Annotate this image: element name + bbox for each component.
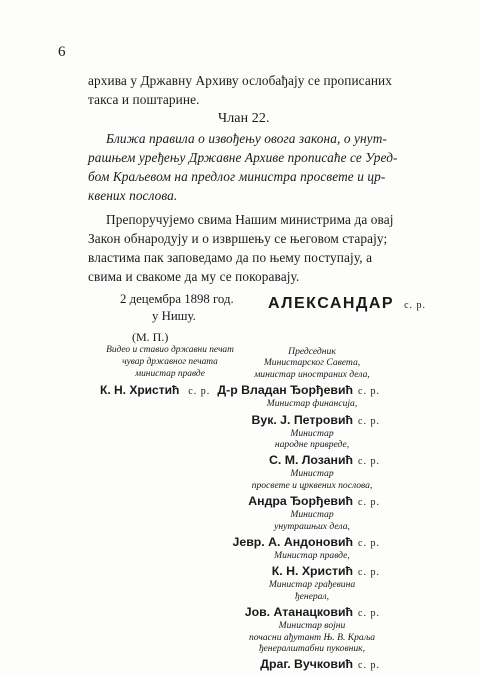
seal-signature [100, 381, 210, 399]
signatory-name: Јов. Атанацковић [244, 605, 354, 620]
signatory-title-line: Министар [290, 468, 334, 480]
signatory-title-line: почасни ађутант Њ. В. Краља [248, 631, 376, 643]
date-line: 2 децембра 1898 год. [120, 292, 234, 306]
paragraph-2-line-3: бом Краљевом на предлог министра просвете и цр- [88, 169, 386, 184]
king-suffix: с. р. [404, 300, 427, 311]
signatory-suffix: с. р. [358, 456, 380, 468]
king-signature [268, 295, 426, 313]
signatory-name: С. М. Лозанић [268, 453, 354, 468]
seal-line-1: Видео и ставио државни печат [106, 345, 234, 355]
signatory-title-line: Председник [288, 346, 336, 357]
place-line: у Нишу. [152, 309, 196, 323]
paragraph-2-line-1: Ближа правила о извођењу овога закона, о унут- [106, 131, 387, 146]
signatory-signature [200, 655, 380, 673]
signatory-name: Драг. Вучковић [260, 657, 354, 672]
signatory-suffix: с. р. [358, 608, 380, 620]
seal-line-3: министар правде [135, 369, 205, 379]
signatory-name: Вук. Ј. Петровић [251, 412, 354, 427]
signatory-signature [200, 451, 380, 469]
signatory-suffix: с. р. [358, 567, 380, 579]
signatory-name: К. Н. Христић [271, 564, 354, 579]
paragraph-3-line-2: Закон обнародују и о извршењу се његовом старају; [88, 231, 388, 246]
signatory-name: Јевр. А. Андоновић [232, 535, 354, 549]
paragraph-2-line-2: рашњем уређењу Државне Архиве прописаће се Уред- [88, 150, 398, 165]
signatory-signature [200, 603, 380, 621]
signatory-title-line: ђенералштабни пуковник, [258, 643, 366, 654]
signatory-suffix: с. р. [358, 497, 380, 509]
paragraph-3-line-1: Препоручујемо свима Нашим министрима да овај [106, 212, 394, 227]
page-number: 6 [58, 44, 66, 60]
signatory-title-line: Министар [290, 509, 334, 521]
signatory-suffix: с. р. [358, 415, 380, 427]
signatory-title-line: министар иностраних дела, [254, 368, 370, 380]
paragraph-2-line-4: квених послова. [88, 188, 178, 203]
paragraph-3-line-3: властима пак заповедамо да по њему поступају, а [88, 250, 373, 265]
signatory-suffix: с. р. [358, 386, 380, 398]
paragraph-3-line-4: свима и свакоме да му се покоравају. [88, 269, 300, 284]
paragraph-1-line-2: такса и поштарине. [88, 92, 200, 107]
signatory-title-line: ђенерал, [294, 590, 330, 602]
signatory-suffix: с. р. [358, 660, 380, 672]
signatory-signature [200, 533, 380, 551]
signatory-title-line: Министарског Савета, [263, 357, 361, 369]
signatory-signature [200, 562, 380, 580]
seal-suffix: с. р. [188, 386, 211, 397]
seal-name: К. Н. Христић [100, 383, 180, 397]
paragraph-1-line-1: архива у Државну Архиву ослобађају се прописаних [88, 73, 393, 88]
seal-mark: (М. П.) [132, 330, 169, 344]
signatory-suffix: с. р. [358, 538, 380, 549]
signatory-title-line: народне привреде, [274, 439, 350, 450]
signatory-title-line: Министар финансија, [266, 398, 358, 410]
signatory-title-line: Министар војни [278, 620, 346, 632]
signatory-title-line: унутрашњих дела, [274, 520, 350, 532]
signatory-title-line: Министар [290, 427, 334, 439]
signatory-signature [200, 411, 380, 429]
signatory-title-line: Министар правде, [274, 550, 350, 561]
seal-line-2: чувар државног печата [122, 357, 218, 367]
signatory-title-line: Министар грађевина [268, 579, 356, 591]
signatory-title-line: просвете и црквених послова, [251, 479, 373, 491]
signatory-signature [200, 492, 380, 510]
king-name: АЛЕКСАНДАР [268, 295, 395, 312]
signatory-name: Андра Ђорђевић [248, 494, 354, 509]
article-heading: Члан 22. [218, 111, 270, 126]
signatory-name: Д-р Владан Ђорђевић [217, 383, 354, 398]
signatory-signature [200, 381, 380, 399]
